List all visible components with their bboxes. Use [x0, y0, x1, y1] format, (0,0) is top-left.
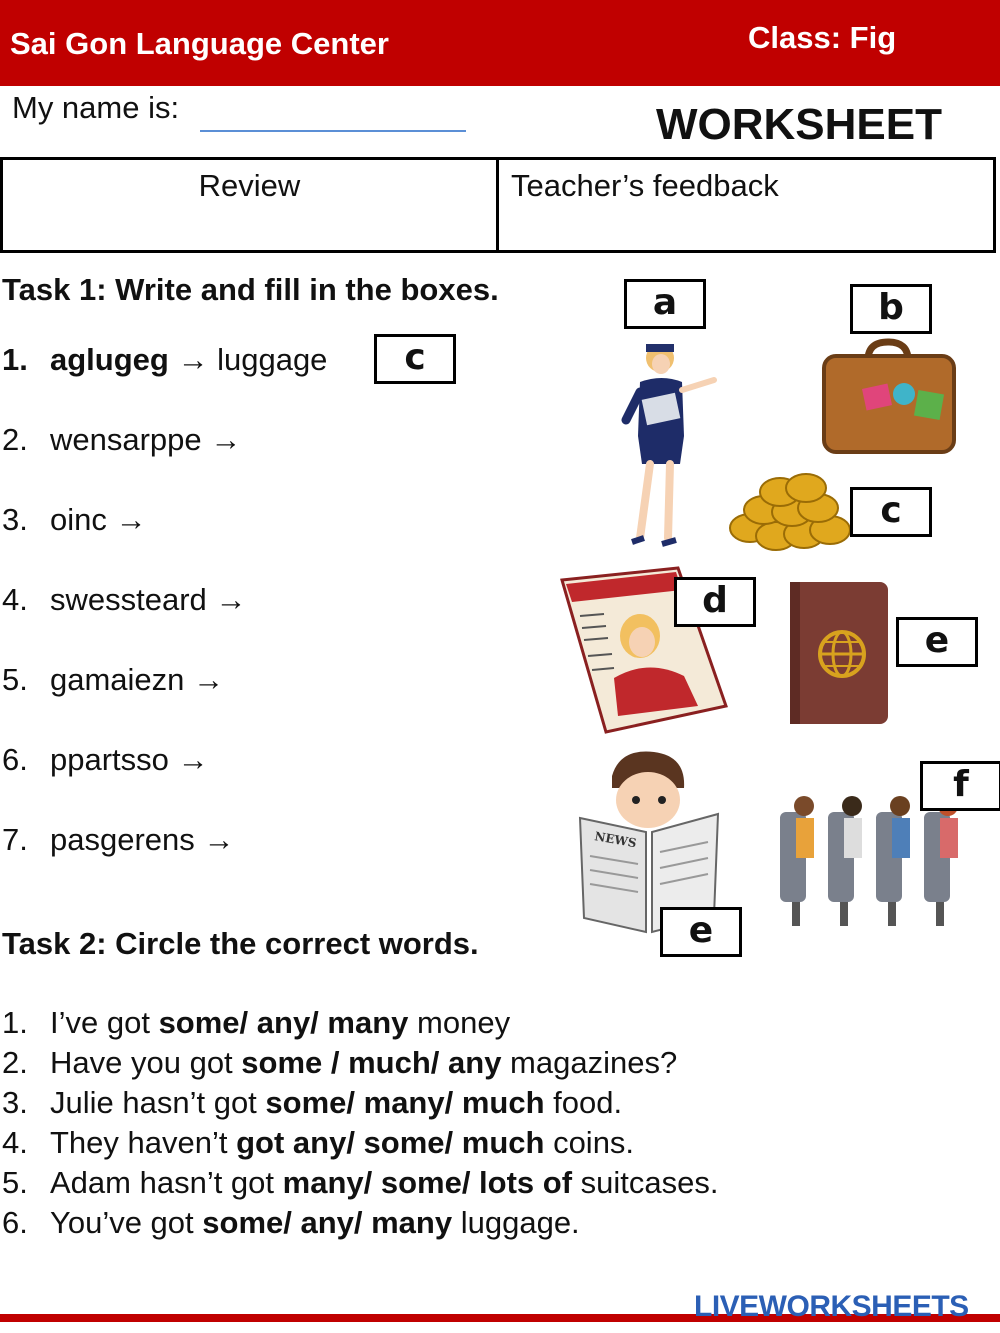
task2-item: [2, 1045, 677, 1081]
word-options[interactable]: many/ some/ lots of: [282, 1165, 573, 1200]
task2-item: [2, 1165, 719, 1201]
task1-item: [2, 662, 224, 698]
answer-text: luggage: [217, 342, 328, 377]
sentence-end: magazines?: [501, 1045, 678, 1080]
task1-item: [2, 422, 241, 458]
worksheet-title: WORKSHEET: [656, 100, 942, 149]
item-number: 7.: [2, 822, 28, 857]
scrambled-word: aglugeg: [50, 342, 169, 377]
scrambled-word: oinc: [50, 502, 107, 537]
item-number: 2.: [2, 1045, 28, 1080]
sentence-start: Have you got: [50, 1045, 242, 1080]
arrow-icon: →: [193, 662, 225, 697]
word-options[interactable]: got any/ some/ much: [236, 1125, 545, 1160]
scrambled-word: swessteard: [50, 582, 207, 617]
item-number: 6.: [2, 742, 28, 777]
task1-item: [2, 502, 147, 538]
picture-label-box[interactable]: d: [674, 577, 756, 627]
task2-title: Task 2: Circle the correct words.: [2, 926, 479, 961]
task1-item: [2, 822, 234, 858]
task1-item: [2, 582, 246, 618]
arrow-icon: →: [210, 422, 242, 457]
sentence-end: money: [408, 1005, 511, 1040]
sentence-end: coins.: [544, 1125, 635, 1160]
arrow-icon: →: [177, 342, 209, 377]
scrambled-word: pasgerens: [50, 822, 195, 857]
picture-label-box[interactable]: a: [624, 279, 706, 329]
sentence-end: luggage.: [452, 1205, 580, 1240]
sentence-end: suitcases.: [572, 1165, 719, 1200]
feedback-table: [0, 157, 996, 253]
word-options[interactable]: some/ many/ much: [265, 1085, 545, 1120]
arrow-icon: →: [215, 582, 247, 617]
scrambled-word: gamaiezn: [50, 662, 185, 697]
teacher-feedback-cell: Teacher’s feedback: [511, 168, 779, 203]
arrow-icon: →: [177, 742, 209, 777]
sentence-start: Julie hasn’t got: [50, 1085, 266, 1120]
suitcase-picture: [822, 338, 956, 456]
task2-item: [2, 1125, 634, 1161]
passport-picture: [790, 582, 890, 726]
flight-attendant-picture: [618, 340, 718, 552]
item-number: 4.: [2, 582, 28, 617]
coins-picture: [728, 470, 856, 556]
item-number: 2.: [2, 422, 28, 457]
sentence-start: You’ve got: [50, 1205, 203, 1240]
item-number: 1.: [2, 342, 28, 377]
task1-title: Task 1: Write and fill in the boxes.: [2, 272, 499, 307]
task2-item: [2, 1205, 580, 1241]
arrow-icon: →: [115, 502, 147, 537]
sentence-start: I’ve got: [50, 1005, 159, 1040]
name-label: My name is:: [12, 90, 180, 125]
scrambled-word: wensarppe: [50, 422, 202, 457]
answer-box[interactable]: c: [374, 334, 456, 384]
review-cell: Review: [3, 160, 499, 250]
svg-text:NEWS: NEWS: [593, 829, 638, 851]
task1-item: [2, 342, 327, 378]
picture-label-box[interactable]: e: [660, 907, 742, 957]
class-label: Class: Fig: [748, 20, 897, 55]
word-options[interactable]: some/ any/ many: [158, 1005, 409, 1040]
picture-label-box[interactable]: b: [850, 284, 932, 334]
task1-item: [2, 742, 209, 778]
item-number: 5.: [2, 662, 28, 697]
item-number: 3.: [2, 1085, 28, 1120]
picture-label-box[interactable]: e: [896, 617, 978, 667]
picture-label-box[interactable]: f: [920, 761, 1000, 811]
sentence-end: food.: [544, 1085, 623, 1120]
scrambled-word: ppartsso: [50, 742, 169, 777]
item-number: 1.: [2, 1005, 28, 1040]
arrow-icon: →: [203, 822, 235, 857]
task2-item: [2, 1005, 510, 1041]
task2-item: [2, 1085, 622, 1121]
word-options[interactable]: some/ any/ many: [202, 1205, 453, 1240]
picture-label-box[interactable]: c: [850, 487, 932, 537]
sentence-start: They haven’t: [50, 1125, 237, 1160]
liveworksheets-logo: LIVEWORKSHEETS: [694, 1290, 969, 1323]
word-options[interactable]: some / much/ any: [241, 1045, 502, 1080]
item-number: 6.: [2, 1205, 28, 1240]
name-input-line[interactable]: [200, 130, 466, 132]
item-number: 3.: [2, 502, 28, 537]
item-number: 4.: [2, 1125, 28, 1160]
item-number: 5.: [2, 1165, 28, 1200]
center-name: Sai Gon Language Center: [10, 26, 389, 61]
sentence-start: Adam hasn’t got: [50, 1165, 283, 1200]
